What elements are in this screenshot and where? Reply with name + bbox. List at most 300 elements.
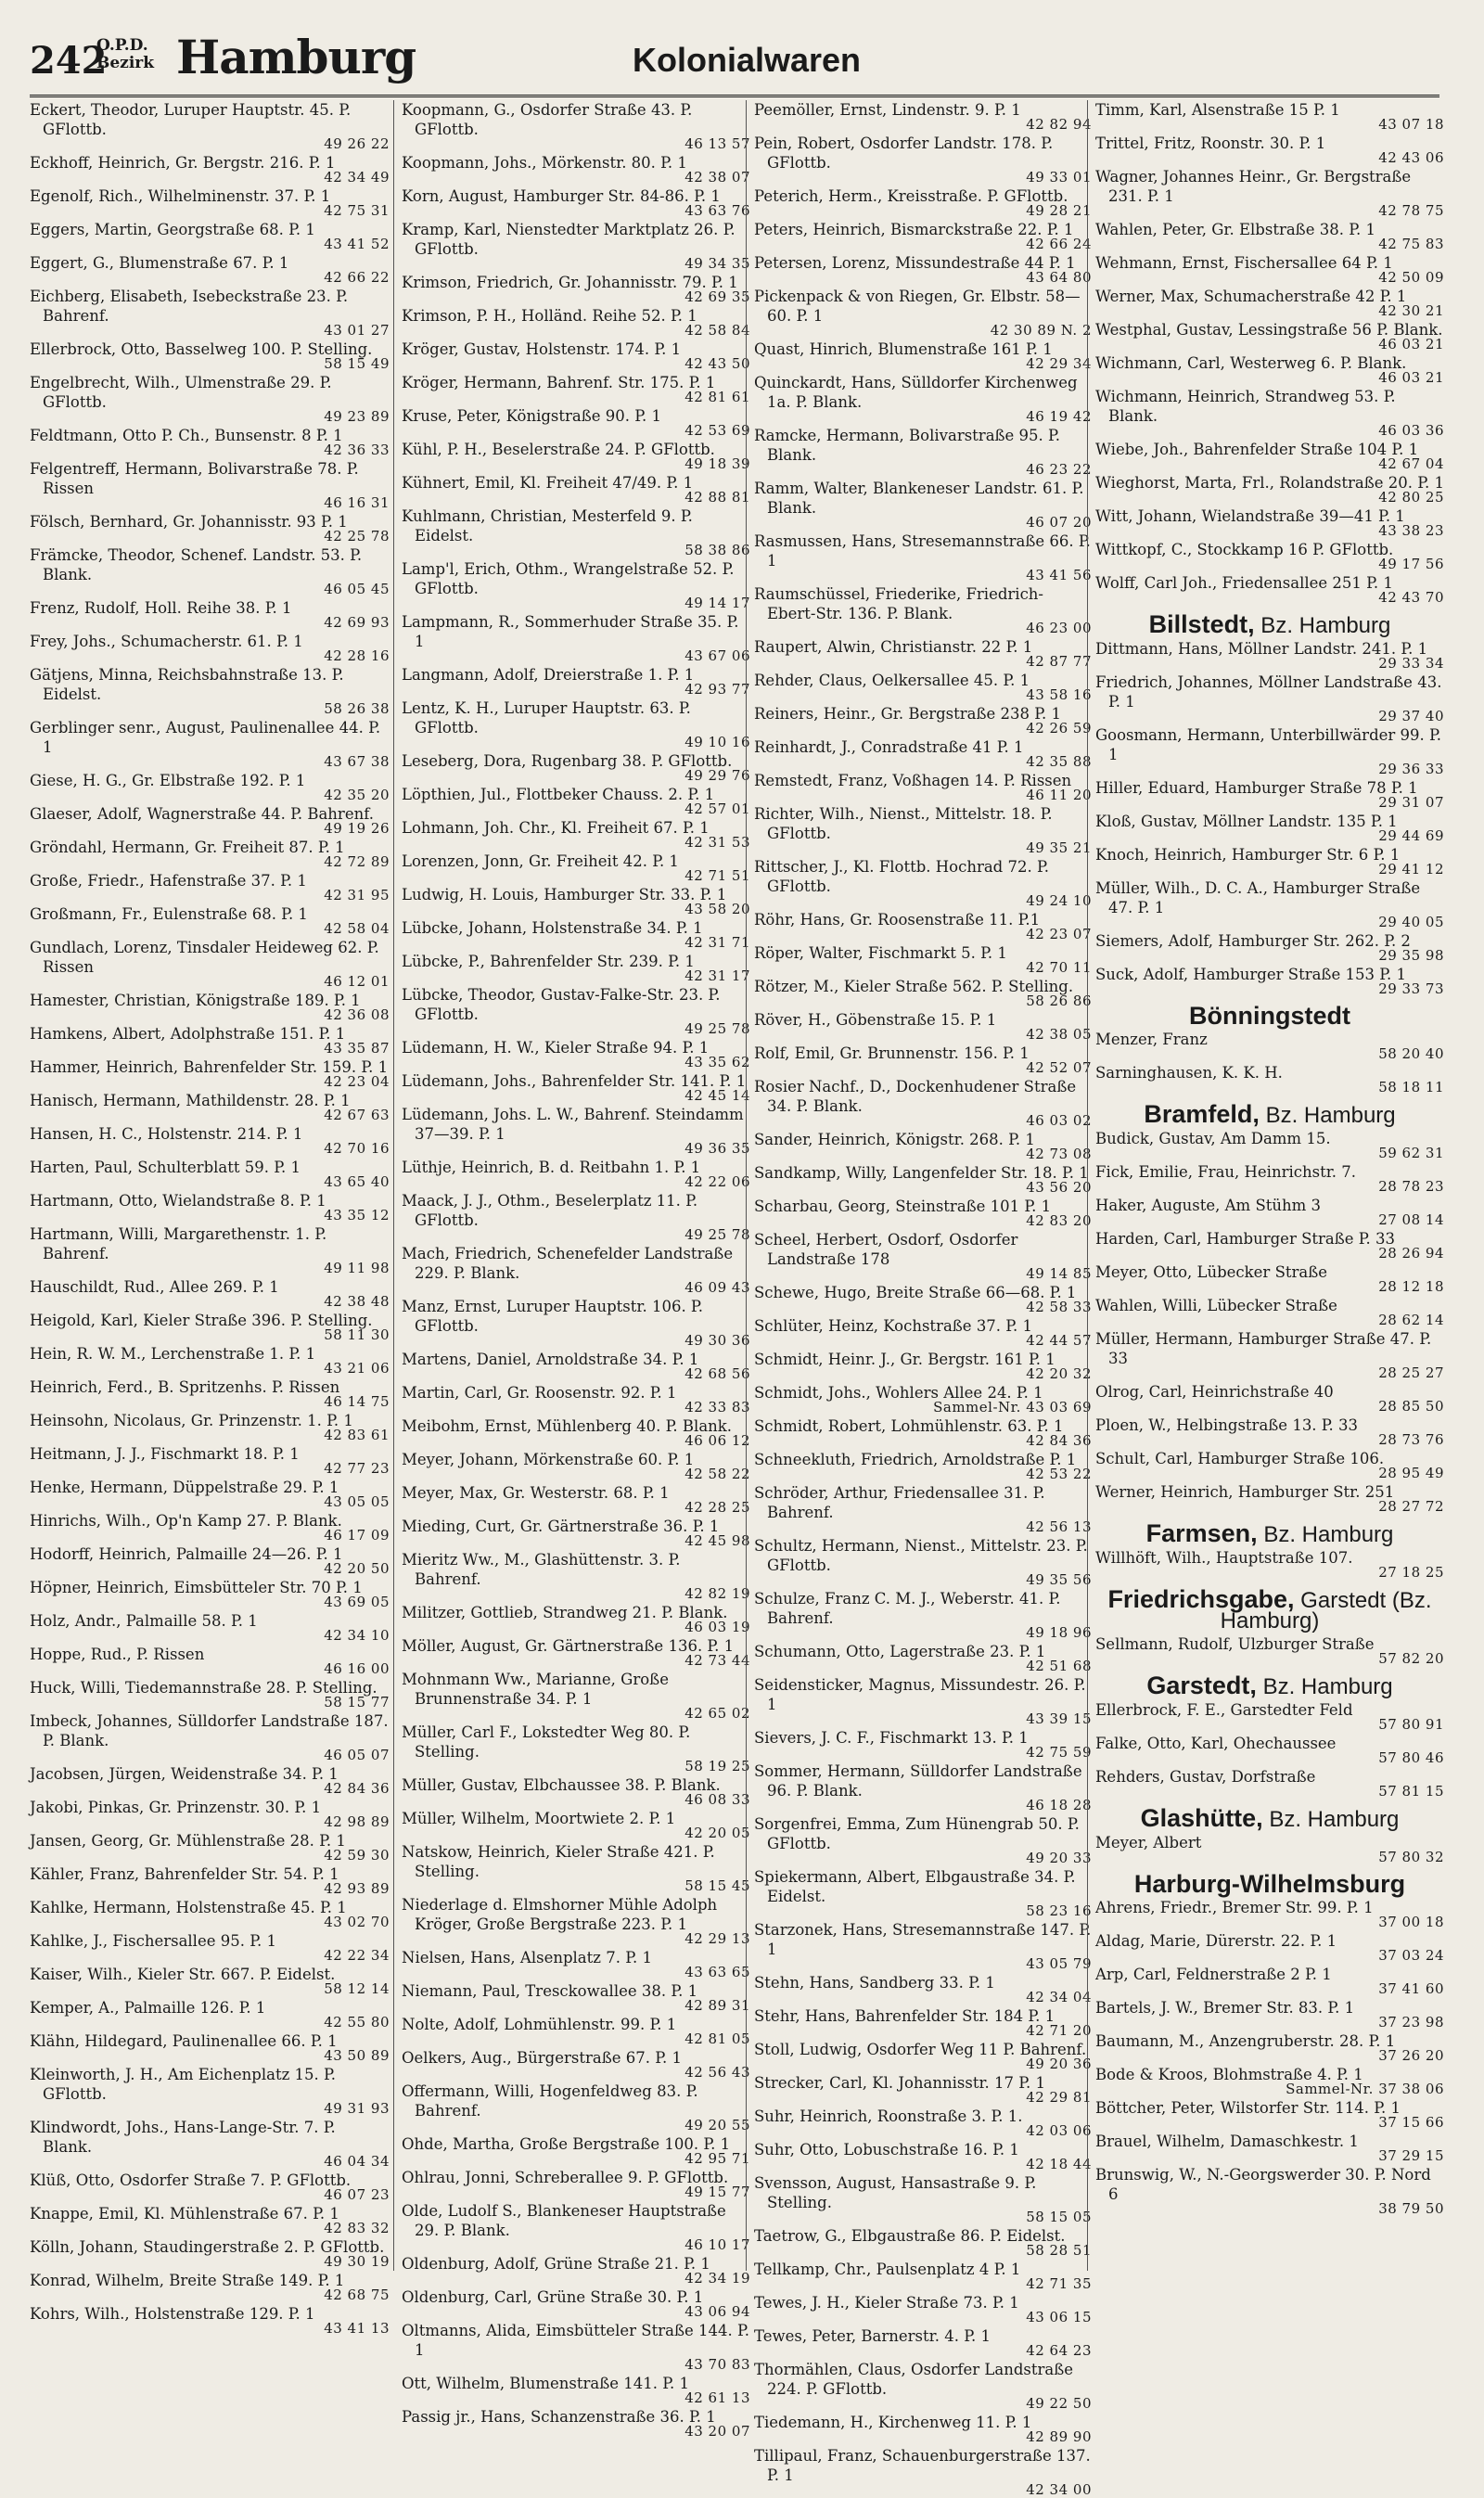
- entry-name-address: Fölsch, Bernhard, Gr. Johannisstr. 93 P. 1: [30, 513, 348, 531]
- entry-name-address: Werner, Heinrich, Hamburger Str. 251: [1095, 1483, 1395, 1501]
- entry-name-address: Koopmann, G., Osdorfer Straße 43. P. GFlottb.: [402, 101, 693, 138]
- entry-phone-number: 42 69 35: [684, 288, 750, 305]
- entry-phone-number: 42 70 16: [324, 1140, 390, 1157]
- entry-name-address: Passig jr., Hans, Schanzenstraße 36. P. 1: [402, 2408, 716, 2426]
- entry-name-address: Große, Friedr., Hafenstraße 37. P. 1: [30, 872, 307, 890]
- entry-phone-number: 42 67 63: [324, 1107, 390, 1123]
- entry-name-address: Schumann, Otto, Lagerstraße 23. P. 1: [754, 1643, 1046, 1660]
- entry-phone-number: 49 25 78: [684, 1020, 750, 1037]
- entry-name-address: Rittscher, J., Kl. Flottb. Hochrad 72. P. GFlottb.: [754, 858, 1049, 895]
- entry-name-address: Lüdemann, H. W., Kieler Straße 94. P. 1: [402, 1039, 710, 1057]
- entry-name-address: Pickenpack & von Riegen, Gr. Elbstr. 58—60. P. 1: [754, 288, 1081, 325]
- directory-entry: [402, 1038, 750, 1070]
- entry-phone-number: 42 66 24: [1026, 236, 1092, 252]
- entry-name-address: Arp, Carl, Feldnerstraße 2 P. 1: [1095, 1966, 1332, 1983]
- directory-entry: [30, 1998, 390, 2030]
- entry-phone-number: 46 23 22: [1026, 461, 1092, 478]
- district-line-1: O.P.D.: [96, 36, 148, 55]
- entry-phone-number: 37 15 66: [1378, 2114, 1444, 2131]
- entry-name-address: Eggers, Martin, Georgstraße 68. P. 1: [30, 221, 315, 238]
- directory-entry: [1095, 1382, 1444, 1415]
- directory-entry: [30, 1411, 390, 1443]
- entry-name-address: Militzer, Gottlieb, Strandweg 21. P. Blank.: [402, 1604, 728, 1621]
- entry-name-address: Baumann, M., Anzengruberstr. 28. P. 1: [1095, 2032, 1396, 2050]
- entry-name-address: Tillipaul, Franz, Schauenburgerstraße 137. P. 1: [754, 2447, 1091, 2484]
- entry-name-address: Sorgenfrei, Emma, Zum Hünengrab 50. P. GFlottb.: [754, 1815, 1080, 1852]
- entry-phone-number: 42 33 83: [684, 1399, 750, 1416]
- directory-entry: [754, 1867, 1092, 1919]
- directory-entry: [754, 1450, 1092, 1482]
- entry-phone-number: 49 25 78: [684, 1226, 750, 1243]
- entry-phone-number: 42 28 16: [324, 647, 390, 664]
- directory-entry: [754, 287, 1092, 339]
- entry-name-address: Klindwordt, Johs., Hans-Lange-Str. 7. P. Blank.: [30, 2119, 336, 2156]
- directory-entry: [754, 943, 1092, 976]
- entry-name-address: Holz, Andr., Palmaille 58. P. 1: [30, 1612, 258, 1630]
- directory-entry: [30, 2171, 390, 2203]
- directory-entry: [402, 2134, 750, 2167]
- entry-phone-number: 42 52 07: [1026, 1059, 1092, 1076]
- entry-phone-number: 42 67 04: [1378, 455, 1444, 472]
- entry-name-address: Imbeck, Johannes, Sülldorfer Landstraße 187. P. Blank.: [30, 1712, 389, 1749]
- entry-name-address: Mieding, Curt, Gr. Gärtnerstraße 36. P. 1: [402, 1518, 720, 1535]
- entry-phone-number: 49 14 85: [1026, 1265, 1092, 1282]
- entry-phone-number: 58 15 45: [684, 1877, 750, 1894]
- entry-phone-number: 46 03 02: [1026, 1112, 1092, 1129]
- entry-phone-number: 58 20 40: [1378, 1045, 1444, 1062]
- entry-name-address: Schult, Carl, Hamburger Straße 106.: [1095, 1450, 1385, 1467]
- entry-phone-number: 43 67 06: [684, 647, 750, 664]
- entry-name-address: Harden, Carl, Hamburger Straße P. 33: [1095, 1230, 1396, 1248]
- entry-phone-number: 43 07 18: [1378, 116, 1444, 133]
- entry-name-address: Starzonek, Hans, Stresemannstraße 147. P. 1: [754, 1921, 1092, 1958]
- entry-phone-number: 58 28 51: [1026, 2242, 1092, 2259]
- directory-entry: [754, 2446, 1092, 2498]
- entry-name-address: Ellerbrock, F. E., Garstedter Feld: [1095, 1701, 1353, 1719]
- entry-phone-number: 43 41 56: [1026, 567, 1092, 583]
- directory-entry: [30, 1091, 390, 1123]
- entry-name-address: Sellmann, Rudolf, Ulzburger Straße: [1095, 1635, 1375, 1653]
- directory-entry: [754, 1920, 1092, 1972]
- directory-entry: [402, 1483, 750, 1516]
- entry-name-address: Hanisch, Hermann, Mathildenstr. 28. P. 1: [30, 1092, 351, 1109]
- entry-phone-number: 42 56 13: [1026, 1518, 1092, 1535]
- entry-name-address: Brunswig, W., N.-Georgswerder 30. P. Nord 6: [1095, 2166, 1431, 2203]
- entry-name-address: Schulze, Franz C. M. J., Weberstr. 41. P. Bahrenf.: [754, 1590, 1061, 1627]
- entry-name-address: Schultz, Hermann, Nienst., Mittelstr. 23. P. GFlottb.: [754, 1537, 1088, 1574]
- entry-name-address: Mach, Friedrich, Schenefelder Landstraße 229. P. Blank.: [402, 1245, 734, 1282]
- entry-phone-number: Sammel-Nr. 43 03 69: [933, 1399, 1092, 1416]
- locality-name: Friedrichsgabe,: [1107, 1585, 1295, 1613]
- directory-entry: [402, 1105, 750, 1157]
- entry-phone-number: 28 85 50: [1378, 1398, 1444, 1415]
- directory-entry: [1095, 506, 1444, 539]
- entry-name-address: Offermann, Willi, Hogenfeldweg 83. P. Bahrenf.: [402, 2082, 698, 2120]
- entry-phone-number: 42 93 77: [684, 681, 750, 698]
- directory-entry: [402, 506, 750, 558]
- entry-name-address: Svensson, August, Hansastraße 9. P. Stelling.: [754, 2174, 1037, 2211]
- entry-phone-number: 42 30 89 N. 2: [990, 322, 1092, 339]
- entry-phone-number: 46 03 36: [1378, 422, 1444, 439]
- directory-entry: [30, 1511, 390, 1544]
- entry-phone-number: 29 40 05: [1378, 914, 1444, 930]
- entry-name-address: Wagner, Johannes Heinr., Gr. Bergstraße 231. P. 1: [1095, 168, 1412, 205]
- entry-name-address: Höpner, Heinrich, Eimsbütteler Str. 70 P. 1: [30, 1579, 363, 1596]
- entry-phone-number: 43 05 05: [324, 1493, 390, 1510]
- entry-name-address: Kröger, Hermann, Bahrenf. Str. 175. P. 1: [402, 374, 716, 391]
- directory-entry: [402, 273, 750, 305]
- entry-name-address: Bode & Kroos, Blohmstraße 4. P. 1: [1095, 2066, 1363, 2083]
- directory-entry: [30, 1678, 390, 1710]
- entry-name-address: Frey, Johs., Schumacherstr. 61. P. 1: [30, 633, 303, 650]
- entry-name-address: Spiekermann, Albert, Elbgaustraße 34. P. Eidelst.: [754, 1868, 1076, 1905]
- directory-entry: [402, 2201, 750, 2253]
- entry-name-address: Olrog, Carl, Heinrichstraße 40: [1095, 1383, 1334, 1401]
- entry-name-address: Suhr, Heinrich, Roonstraße 3. P. 1.: [754, 2107, 1023, 2125]
- entry-phone-number: 49 31 93: [324, 2100, 390, 2117]
- entry-name-address: Sander, Heinrich, Königstr. 268. P. 1: [754, 1131, 1035, 1148]
- entry-name-address: Taetrow, G., Elbgaustraße 86. P. Eidelst.: [754, 2227, 1066, 2245]
- entry-name-address: Ohlrau, Jonni, Schreberallee 9. P. GFlottb.: [402, 2169, 729, 2186]
- directory-entry: [402, 406, 750, 439]
- entry-phone-number: 43 58 16: [1026, 686, 1092, 703]
- entry-name-address: Oltmanns, Alida, Eimsbütteler Straße 144. P. 1: [402, 2322, 749, 2359]
- locality-district: Bz. Hamburg: [1259, 1103, 1396, 1128]
- locality-name: Bönningstedt: [1189, 1002, 1350, 1030]
- entry-name-address: Wichmann, Heinrich, Strandweg 53. P. Blank.: [1095, 388, 1396, 425]
- directory-entry: [30, 1898, 390, 1930]
- directory-entry: [754, 186, 1092, 219]
- entry-name-address: Mohnmann Ww., Marianne, Große Brunnenstraße 34. P. 1: [402, 1671, 669, 1708]
- entry-name-address: Ramm, Walter, Blankeneser Landstr. 61. P. Blank.: [754, 480, 1084, 517]
- directory-entry: [1095, 287, 1444, 319]
- entry-name-address: Knoch, Heinrich, Hamburger Str. 6 P. 1: [1095, 846, 1401, 864]
- directory-entry: [754, 1642, 1092, 1674]
- entry-name-address: Gätjens, Minna, Reichsbahnstraße 13. P. Eidelst.: [30, 666, 344, 703]
- entry-name-address: Seidensticker, Magnus, Missundestr. 26. P. 1: [754, 1676, 1086, 1713]
- directory-entry: [402, 1895, 750, 1947]
- entry-name-address: Heinrich, Ferd., B. Spritzenhs. P. Rissen: [30, 1378, 340, 1396]
- directory-entry: [1095, 1063, 1444, 1095]
- directory-entry: [1095, 2031, 1444, 2064]
- entry-name-address: Remstedt, Franz, Voßhagen 14. P. Rissen: [754, 772, 1072, 789]
- entry-phone-number: 42 35 88: [1026, 753, 1092, 770]
- directory-entry: [402, 1775, 750, 1808]
- entry-name-address: Meibohm, Ernst, Mühlenberg 40. P. Blank.: [402, 1417, 733, 1435]
- directory-entry: [30, 426, 390, 458]
- directory-entry: [1095, 878, 1444, 930]
- entry-name-address: Gröndahl, Hermann, Gr. Freiheit 87. P. 1: [30, 839, 345, 856]
- entry-phone-number: 43 20 07: [684, 2423, 750, 2440]
- directory-entry: [1095, 931, 1444, 964]
- directory-entry: [402, 918, 750, 951]
- entry-name-address: Wolff, Carl Joh., Friedensallee 251 P. 1: [1095, 574, 1393, 592]
- directory-entry: [754, 373, 1092, 425]
- entry-phone-number: 42 75 83: [1378, 236, 1444, 252]
- entry-phone-number: 46 18 28: [1026, 1797, 1092, 1813]
- entry-name-address: Werner, Max, Schumacherstraße 42 P. 1: [1095, 288, 1407, 305]
- entry-name-address: Löpthien, Jul., Flottbeker Chauss. 2. P. 1: [402, 786, 715, 803]
- entry-name-address: Rolf, Emil, Gr. Brunnenstr. 156. P. 1: [754, 1044, 1030, 1062]
- directory-entry: [30, 1311, 390, 1343]
- entry-phone-number: 43 70 83: [684, 2356, 750, 2373]
- entry-name-address: Olde, Ludolf S., Blankeneser Hauptstraße 29. P. Blank.: [402, 2202, 726, 2239]
- directory-entry: [754, 2073, 1092, 2106]
- entry-name-address: Kühl, P. H., Beselerstraße 24. P. GFlottb.: [402, 441, 715, 458]
- entry-name-address: Jansen, Georg, Gr. Mühlenstraße 28. P. 1: [30, 1832, 346, 1850]
- entry-name-address: Kruse, Peter, Königstraße 90. P. 1: [402, 407, 662, 425]
- directory-entry: [30, 1191, 390, 1223]
- entry-phone-number: 43 41 13: [324, 2320, 390, 2337]
- entry-phone-number: 46 13 57: [684, 135, 750, 152]
- directory-entry: [754, 771, 1092, 803]
- entry-phone-number: 49 34 35: [684, 255, 750, 272]
- directory-entry: [402, 1244, 750, 1296]
- directory-entry: [1095, 1767, 1444, 1800]
- entry-phone-number: 42 44 57: [1026, 1332, 1092, 1349]
- entry-name-address: Oelkers, Aug., Bürgerstraße 67. P. 1: [402, 2049, 682, 2067]
- directory-entry: [30, 1544, 390, 1577]
- entry-name-address: Menzer, Franz: [1095, 1031, 1208, 1048]
- entry-phone-number: 46 12 01: [324, 973, 390, 990]
- directory-entry: [402, 1670, 750, 1722]
- directory-entry: [402, 2287, 750, 2320]
- entry-phone-number: 42 84 36: [1026, 1432, 1092, 1449]
- entry-name-address: Hartmann, Otto, Wielandstraße 8. P. 1: [30, 1192, 326, 1210]
- entry-name-address: Konrad, Wilhelm, Breite Straße 149. P. 1: [30, 2272, 345, 2289]
- entry-phone-number: 42 31 53: [684, 834, 750, 851]
- locality-district: Bz. Hamburg: [1256, 1674, 1393, 1699]
- entry-name-address: Sarninghausen, K. K. H.: [1095, 1064, 1283, 1082]
- entry-name-address: Niemann, Paul, Tresckowallee 38. P. 1: [402, 1982, 698, 2000]
- entry-name-address: Kleinworth, J. H., Am Eichenplatz 15. P. GFlottb.: [30, 2066, 337, 2103]
- entry-name-address: Kröger, Gustav, Holstenstr. 174. P. 1: [402, 340, 682, 358]
- entry-name-address: Manz, Ernst, Luruper Hauptstr. 106. P. GFlottb.: [402, 1298, 703, 1335]
- entry-phone-number: 37 23 98: [1378, 2014, 1444, 2030]
- entry-phone-number: 46 19 42: [1026, 408, 1092, 425]
- entry-name-address: Kahlke, J., Fischersallee 95. P. 1: [30, 1932, 276, 1950]
- directory-entry: [754, 1283, 1092, 1315]
- entry-phone-number: 42 65 02: [684, 1705, 750, 1722]
- entry-phone-number: 42 71 51: [684, 867, 750, 884]
- directory-entry: [754, 704, 1092, 737]
- entry-name-address: Böttcher, Peter, Wilstorfer Str. 114. P. 1: [1095, 2099, 1401, 2117]
- directory-entry: [1095, 1296, 1444, 1328]
- directory-entry: [754, 1230, 1092, 1282]
- entry-name-address: Schewe, Hugo, Breite Straße 66—68. P. 1: [754, 1284, 1077, 1301]
- entry-name-address: Lampmann, R., Sommerhuder Straße 35. P. 1: [402, 613, 739, 650]
- entry-phone-number: 42 03 06: [1026, 2122, 1092, 2139]
- directory-entry: [30, 100, 390, 152]
- directory-entry: [754, 1077, 1092, 1129]
- entry-phone-number: 49 33 01: [1026, 169, 1092, 186]
- entry-phone-number: 42 78 75: [1378, 202, 1444, 219]
- directory-entry: [754, 253, 1092, 286]
- directory-entry: [1095, 1998, 1444, 2030]
- entry-phone-number: 42 20 50: [324, 1560, 390, 1577]
- locality-name: Bramfeld,: [1144, 1100, 1260, 1128]
- entry-name-address: Kloß, Gustav, Möllner Landstr. 135 P. 1: [1095, 813, 1398, 830]
- entry-name-address: Goosmann, Hermann, Unterbillwärder 99. P. 1: [1095, 726, 1442, 763]
- directory-entry: [1095, 167, 1444, 219]
- entry-phone-number: 43 64 80: [1026, 269, 1092, 286]
- entry-phone-number: 49 11 98: [324, 1260, 390, 1276]
- directory-entry: [30, 1224, 390, 1276]
- entry-phone-number: 49 26 22: [324, 135, 390, 152]
- directory-entry: [1095, 573, 1444, 606]
- entry-name-address: Martin, Carl, Gr. Roosenstr. 92. P. 1: [402, 1384, 677, 1402]
- directory-entry: [402, 220, 750, 272]
- directory-entry: [30, 1277, 390, 1310]
- entry-phone-number: 28 27 72: [1378, 1498, 1444, 1515]
- entry-name-address: Falke, Otto, Karl, Ohechaussee: [1095, 1735, 1337, 1752]
- entry-name-address: Hauschildt, Rud., Allee 269. P. 1: [30, 1278, 279, 1296]
- entry-name-address: Lohmann, Joh. Chr., Kl. Freiheit 67. P. 1: [402, 819, 710, 837]
- directory-entry: [1095, 1965, 1444, 1997]
- directory-entry: [30, 1711, 390, 1763]
- entry-phone-number: 42 83 32: [324, 2220, 390, 2236]
- directory-entry: [1095, 812, 1444, 844]
- locality-heading: [1095, 1002, 1444, 1030]
- entry-phone-number: 49 10 16: [684, 734, 750, 750]
- entry-phone-number: 29 33 34: [1378, 655, 1444, 672]
- entry-phone-number: 58 12 14: [324, 1980, 390, 1997]
- directory-entry: [30, 186, 390, 219]
- entry-name-address: Lüdemann, Johs. L. W., Bahrenf. Steindamm 37—39. P. 1: [402, 1106, 744, 1143]
- directory-entry: [754, 2226, 1092, 2259]
- entry-phone-number: 42 73 08: [1026, 1146, 1092, 1162]
- entry-name-address: Haker, Auguste, Am Stühm 3: [1095, 1197, 1322, 1214]
- directory-entry: [1095, 1734, 1444, 1766]
- entry-name-address: Ludwig, H. Louis, Hamburger Str. 33. P. 1: [402, 886, 727, 903]
- entry-name-address: Müller, Hermann, Hamburger Straße 47. P. 33: [1095, 1330, 1432, 1367]
- entry-phone-number: 43 05 79: [1026, 1955, 1092, 1972]
- entry-name-address: Röhr, Hans, Gr. Roosenstraße 11. P.1: [754, 911, 1041, 929]
- entry-phone-number: 42 71 35: [1026, 2275, 1092, 2292]
- directory-entry: [754, 1973, 1092, 2005]
- directory-entry: [402, 612, 750, 664]
- entry-name-address: Schmidt, Robert, Lohmühlenstr. 63. P. 1: [754, 1417, 1064, 1435]
- entry-phone-number: 57 80 32: [1378, 1849, 1444, 1865]
- entry-name-address: Lüdemann, Johs., Bahrenfelder Str. 141. P. 1: [402, 1072, 747, 1090]
- entry-name-address: Ohde, Martha, Große Bergstraße 100. P. 1: [402, 2135, 731, 2153]
- directory-entry: [30, 1965, 390, 1997]
- directory-entry: [1095, 320, 1444, 352]
- directory-entry: [1095, 1196, 1444, 1228]
- entry-name-address: Eckhoff, Heinrich, Gr. Bergstr. 216. P. 1: [30, 154, 336, 172]
- entry-name-address: Hamester, Christian, Königstraße 189. P. 1: [30, 992, 361, 1009]
- entry-name-address: Friedrich, Johannes, Möllner Landstraße 43. P. 1: [1095, 673, 1442, 711]
- entry-phone-number: 42 68 75: [324, 2287, 390, 2303]
- entry-phone-number: 42 66 22: [324, 269, 390, 286]
- directory-entry: [754, 2006, 1092, 2039]
- entry-name-address: Stehr, Hans, Bahrenfelder Str. 184 P. 1: [754, 2007, 1055, 2025]
- directory-entry: [30, 1024, 390, 1057]
- entry-name-address: Jacobsen, Jürgen, Weidenstraße 34. P. 1: [30, 1765, 339, 1783]
- entry-name-address: Kramp, Karl, Nienstedter Marktplatz 26. P. GFlottb.: [402, 221, 736, 258]
- directory-entry: [30, 1124, 390, 1157]
- entry-phone-number: 49 20 55: [684, 2117, 750, 2133]
- entry-phone-number: 37 00 18: [1378, 1914, 1444, 1930]
- directory-entry: [754, 1130, 1092, 1162]
- entry-phone-number: 43 56 20: [1026, 1179, 1092, 1196]
- entry-name-address: Korn, August, Hamburger Str. 84-86. P. 1: [402, 187, 721, 205]
- entry-name-address: Sandkamp, Willy, Langenfelder Str. 18. P. 1: [754, 1164, 1089, 1182]
- entry-phone-number: 43 39 15: [1026, 1710, 1092, 1727]
- column-2: [393, 100, 750, 2440]
- entry-phone-number: 42 28 25: [684, 1499, 750, 1516]
- directory-entry: [1095, 100, 1444, 133]
- directory-entry: [1095, 1898, 1444, 1930]
- directory-entry: [1095, 1700, 1444, 1733]
- entry-phone-number: 42 20 32: [1026, 1365, 1092, 1382]
- entry-phone-number: 42 53 22: [1026, 1466, 1092, 1482]
- entry-name-address: Möller, August, Gr. Gärtnerstraße 136. P. 1: [402, 1637, 735, 1655]
- entry-name-address: Westphal, Gustav, Lessingstraße 56 P. Blank.: [1095, 321, 1443, 339]
- directory-entry: [754, 910, 1092, 942]
- entry-name-address: Främcke, Theodor, Schenef. Landstr. 53. P. Blank.: [30, 546, 363, 583]
- directory-entry: [754, 1589, 1092, 1641]
- directory-entry: [402, 1842, 750, 1894]
- entry-name-address: Ploen, W., Helbingstraße 13. P. 33: [1095, 1416, 1359, 1434]
- entry-phone-number: 42 55 80: [324, 2014, 390, 2030]
- directory-entry: [402, 818, 750, 851]
- entry-name-address: Rosier Nachf., D., Dockenhudener Straße 34. P. Blank.: [754, 1078, 1077, 1115]
- entry-name-address: Glaeser, Adolf, Wagnerstraße 44. P. Bahrenf.: [30, 805, 374, 823]
- entry-phone-number: 42 38 48: [324, 1293, 390, 1310]
- entry-phone-number: 58 26 38: [324, 700, 390, 717]
- entry-name-address: Sievers, J. C. F., Fischmarkt 13. P. 1: [754, 1729, 1029, 1747]
- entry-phone-number: 49 35 56: [1026, 1571, 1092, 1588]
- directory-entry: [30, 2031, 390, 2064]
- entry-name-address: Schmidt, Johs., Wohlers Allee 24. P. 1: [754, 1384, 1043, 1402]
- entry-phone-number: 38 79 50: [1378, 2200, 1444, 2217]
- directory-entry: [402, 2168, 750, 2200]
- directory-entry: [1095, 1416, 1444, 1448]
- directory-entry: [754, 1010, 1092, 1043]
- directory-entry: [754, 134, 1092, 186]
- entry-phone-number: 58 18 11: [1378, 1079, 1444, 1095]
- entry-phone-number: 37 29 15: [1378, 2147, 1444, 2164]
- entry-phone-number: 42 77 23: [324, 1460, 390, 1477]
- directory-entry: [30, 718, 390, 770]
- directory-entry: [30, 1931, 390, 1964]
- column-4: [1087, 100, 1444, 2271]
- entry-name-address: Ellerbrock, Otto, Basselweg 100. P. Stelling.: [30, 340, 373, 358]
- entry-name-address: Ramcke, Hermann, Bolivarstraße 95. P. Blank.: [754, 427, 1061, 464]
- district-line-2: Bezirk: [96, 54, 155, 72]
- entry-phone-number: 49 24 10: [1026, 892, 1092, 909]
- directory-entry: [754, 479, 1092, 531]
- directory-entry: [30, 1798, 390, 1830]
- entry-phone-number: 46 11 20: [1026, 787, 1092, 803]
- directory-entry: [30, 1377, 390, 1410]
- directory-entry: [402, 1450, 750, 1482]
- entry-phone-number: 49 17 56: [1378, 556, 1444, 572]
- entry-phone-number: 42 98 89: [324, 1813, 390, 1830]
- directory-entry: [754, 2293, 1092, 2325]
- entry-phone-number: 42 30 21: [1378, 302, 1444, 319]
- entry-phone-number: 42 72 89: [324, 853, 390, 870]
- directory-entry: [1095, 725, 1444, 777]
- directory-entry: [754, 1350, 1092, 1382]
- entry-phone-number: 42 18 44: [1026, 2156, 1092, 2172]
- locality-heading: [1095, 1870, 1444, 1898]
- entry-phone-number: 42 56 43: [684, 2064, 750, 2081]
- directory-entry: [402, 1948, 750, 1980]
- entry-name-address: Kähler, Franz, Bahrenfelder Str. 54. P. 1: [30, 1865, 339, 1883]
- entry-name-address: Wittkopf, C., Stockkamp 16 P. GFlottb.: [1095, 541, 1394, 558]
